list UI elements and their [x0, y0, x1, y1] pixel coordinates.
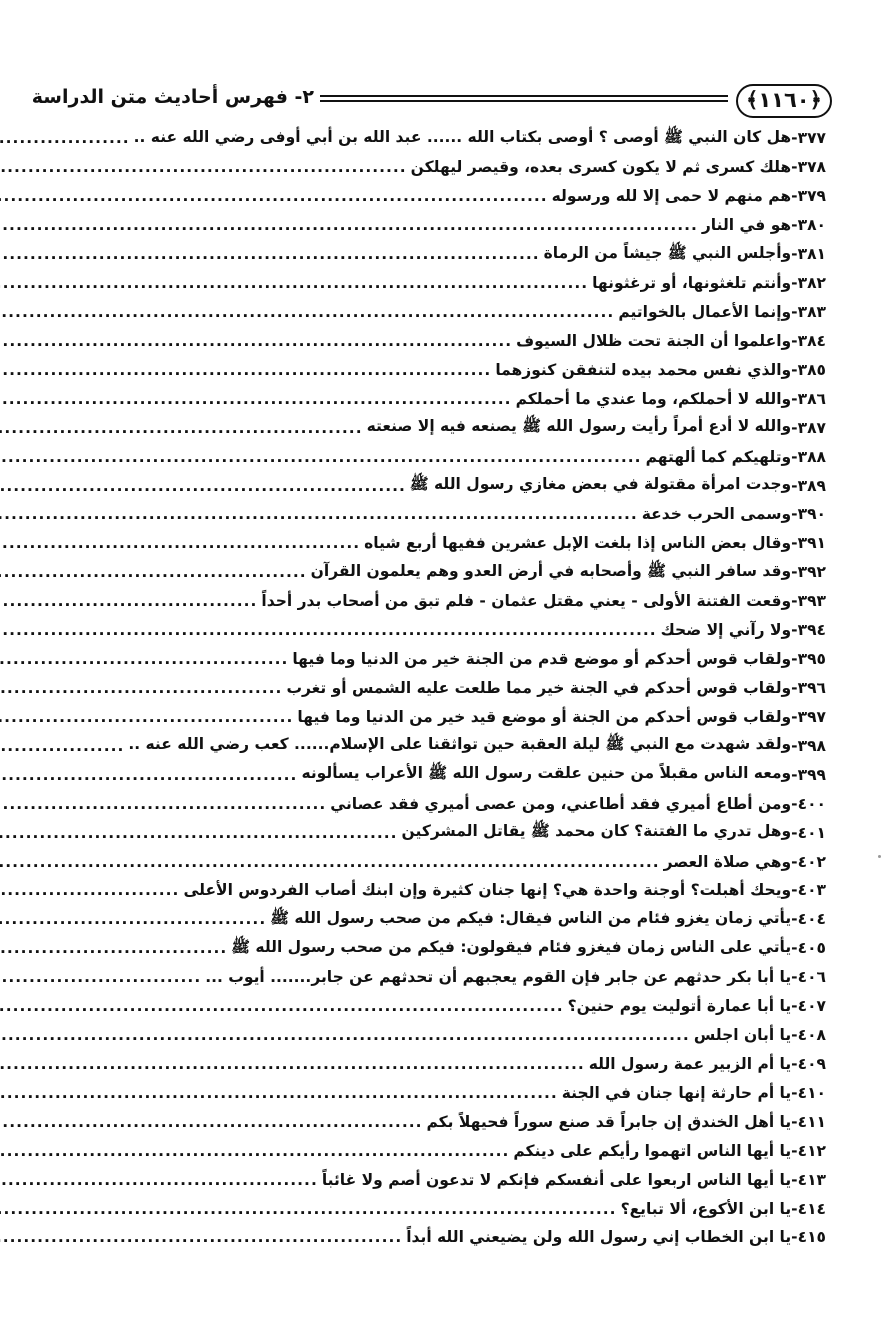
entry-number: ٣٩٩- — [791, 765, 826, 784]
index-entry — [76, 355, 826, 384]
entry-text: ولقد شهدت مع النبي ﷺ ليلة العقبة حين تواثقنا على الإسلام...... كعب رضي الله عنه .. — [128, 735, 792, 754]
dot-leader — [0, 939, 227, 957]
entry-text: وهل تدري ما الفتنة؟ كان محمد ﷺ يقاتل المشركين — [401, 822, 792, 841]
entry-text: والله لا أدع أمراً رأيت رسول الله ﷺ يصنعه فيه إلا صنعته — [366, 417, 792, 436]
entry-number: ٤٠٠- — [791, 794, 826, 813]
entry-number: ٣٨٧- — [791, 418, 826, 437]
entry-text: وأجلس النبي ﷺ جيشاً من الرماة — [543, 243, 792, 262]
index-entry — [76, 1165, 826, 1194]
index-entry — [76, 645, 826, 674]
dot-leader — [0, 563, 307, 581]
entry-text: يا أيها الناس اربعوا على أنفسكم فإنكم لا تدعون أصم ولا غائباً — [321, 1170, 792, 1189]
entry-text: وجدت امرأة مقتولة في بعض مغازي رسول الله ﷺ — [409, 475, 792, 494]
entry-text: والذي نفس محمد بيده لتنفقن كنوزهما — [495, 360, 792, 379]
entry-number: ٣٨٢- — [791, 274, 826, 293]
entry-text: وهي صلاة العصر — [663, 852, 792, 871]
entry-text: وأنتم تلغثونها، أو ترغثونها — [592, 274, 792, 293]
entry-number: ٤٠٣- — [791, 881, 826, 900]
entry-text: هم منهم لا حمى إلا لله ورسوله — [551, 187, 792, 206]
header-rule — [320, 95, 728, 102]
entry-number: ٤١٤- — [791, 1199, 826, 1218]
index-entry — [76, 442, 826, 471]
index-entry — [76, 298, 826, 327]
dot-leader — [0, 1084, 558, 1102]
entry-text: هل كان النبي ﷺ أوصى ؟ أوصى بكتاب الله ...... عبد الله بن أبي أوفى رضي الله عنه .. — [133, 127, 792, 146]
index-entry — [76, 674, 826, 703]
dot-leader — [0, 621, 657, 639]
entry-text: يا ابن الخطاب إني رسول الله ولن يضيعني الله أبداً — [406, 1228, 792, 1247]
entry-text: ولقاب قوس أحدكم أو موضع قدم من الجنة خير من الدنيا وما فيها — [292, 650, 792, 669]
dot-leader — [0, 766, 297, 784]
entry-number: ٤١٠- — [791, 1083, 826, 1102]
entry-number: ٣٨٨- — [791, 447, 826, 466]
dot-leader — [0, 274, 588, 292]
entry-number: ٣٩٨- — [791, 736, 826, 755]
index-entry — [76, 616, 826, 645]
entry-number: ٣٨٠- — [791, 216, 826, 235]
index-entry — [76, 1107, 826, 1136]
index-entry — [76, 818, 826, 847]
dot-leader — [0, 910, 266, 928]
entry-text: يا أم حارثة إنها جنان في الجنة — [561, 1083, 792, 1102]
margin-speck — [878, 855, 881, 858]
entry-text: وتلهيكم كما ألهتهم — [645, 447, 792, 466]
entry-text: ويحك أهبلت؟ أوجنة واحدة هي؟ إنها جنان كثيرة وإن ابنك أصاب الفردوس الأعلى — [183, 881, 792, 900]
entry-number: ٤٠٦- — [791, 968, 826, 987]
section-title: ٢- فهرس أحاديث متن الدراسة — [31, 86, 314, 108]
index-entry — [76, 1223, 826, 1252]
index-entry — [76, 384, 826, 413]
entry-number: ٣٨٥- — [791, 360, 826, 379]
dot-leader — [0, 505, 638, 523]
entry-number: ٣٧٨- — [791, 158, 826, 177]
entry-text: هو في النار — [701, 216, 792, 235]
dot-leader — [0, 679, 282, 697]
entry-text: يا أبا عمارة أتوليت يوم حنين؟ — [567, 997, 792, 1016]
entry-number: ٤١٥- — [791, 1228, 826, 1247]
dot-leader — [0, 853, 660, 871]
dot-leader — [0, 737, 124, 755]
entry-text: يأتي زمان يغزو فئام من الناس فيقال: فيكم من صحب رسول الله ﷺ — [270, 908, 792, 927]
entry-number: ٣٩٥- — [791, 650, 826, 669]
entry-text: يا أبا بكر حدثهم عن جابر فإن القوم يعجبهم أن تحدثهم عن جابر....... أيوب ... — [205, 968, 792, 987]
entry-text: يأتي على الناس زمان فيغزو فئام فيقولون: فيكم من صحب رسول الله ﷺ — [231, 937, 792, 956]
entry-text: وقد سافر النبي ﷺ وأصحابه في أرض العدو وهم يعلمون القرآن — [310, 561, 792, 580]
entry-number: ٤٠٨- — [791, 1026, 826, 1045]
entry-number: ٣٨٣- — [791, 302, 826, 321]
entry-number: ٤٠٧- — [791, 997, 826, 1016]
entry-text: وقعت الفتنة الأولى - يعني مقتل عثمان - فلم تبق من أصحاب بدر أحداً — [261, 592, 792, 611]
dot-leader — [0, 477, 406, 495]
index-entry — [76, 731, 826, 760]
entry-text: ولقاب قوس أحدكم من الجنة أو موضع قيد خير من الدنيا وما فيها — [297, 707, 792, 726]
entry-number: ٤٠٥- — [791, 939, 826, 958]
index-entry — [76, 905, 826, 934]
index-entry — [76, 1021, 826, 1050]
dot-leader — [0, 419, 363, 437]
entry-number: ٤١٢- — [791, 1141, 826, 1160]
dot-leader — [0, 187, 548, 205]
index-entry — [76, 558, 826, 587]
entry-text: والله لا أحملكم، وما عندي ما أحملكم — [515, 389, 792, 408]
entry-number: ٣٩٣- — [791, 592, 826, 611]
index-entry — [76, 124, 826, 153]
dot-leader — [0, 534, 360, 552]
entry-text: يا أبان اجلس — [693, 1026, 792, 1045]
entry-text: ولقاب قوس أحدكم في الجنة خير مما طلعت عليه الشمس أو تغرب — [286, 678, 792, 697]
entry-number: ٣٨٩- — [791, 476, 826, 495]
dot-leader — [0, 361, 491, 379]
entry-text: يا ابن الأكوع، ألا تبايع؟ — [620, 1199, 792, 1218]
index-entry — [76, 1194, 826, 1223]
index-entry — [76, 529, 826, 558]
entry-number: ٣٧٧- — [791, 129, 826, 148]
dot-leader — [0, 881, 179, 899]
dot-leader — [0, 1055, 585, 1073]
index-entry — [76, 153, 826, 182]
index-entry — [76, 211, 826, 240]
index-entry — [76, 182, 826, 211]
index-entry — [76, 1136, 826, 1165]
dot-leader — [0, 245, 540, 263]
entry-text: يا أهل الخندق إن جابراً قد صنع سوراً فحيهلاً بكم — [426, 1112, 792, 1131]
dot-leader — [0, 1142, 509, 1160]
index-entry — [76, 240, 826, 269]
entry-text: وسمى الحرب خدعة — [641, 505, 792, 524]
entry-text: وقال بعض الناس إذا بلغت الإبل عشرين ففيها أربع شياه — [364, 534, 792, 553]
entry-number: ٣٩٠- — [791, 505, 826, 524]
entry-number: ٣٩١- — [791, 534, 826, 553]
dot-leader — [0, 390, 512, 408]
dot-leader — [0, 824, 398, 842]
index-entry — [76, 326, 826, 355]
dot-leader — [0, 1200, 617, 1218]
index-entry — [76, 847, 826, 876]
entry-text: واعلموا أن الجنة تحت ظلال السيوف — [516, 331, 792, 350]
entry-number: ٤١٣- — [791, 1170, 826, 1189]
dot-leader — [0, 650, 288, 668]
entry-text: وإنما الأعمال بالخواتيم — [618, 302, 792, 321]
dot-leader — [0, 968, 201, 986]
index-entry — [76, 587, 826, 616]
entry-number: ٣٨٤- — [791, 331, 826, 350]
index-entry — [76, 413, 826, 442]
index-entry — [76, 992, 826, 1021]
entry-number: ٤٠١- — [791, 823, 826, 842]
dot-leader — [0, 997, 564, 1015]
index-entry — [76, 789, 826, 818]
dot-leader — [0, 129, 130, 147]
entry-text: ومعه الناس مقبلاً من حنين علقت رسول الله ﷺ الأعراب يسألونه — [301, 764, 792, 783]
dot-leader — [0, 448, 642, 466]
dot-leader — [0, 708, 293, 726]
entry-number: ٤٠٩- — [791, 1054, 826, 1073]
dot-leader — [0, 592, 257, 610]
entry-text: ومن أطاع أميري فقد أطاعني، ومن عصى أميري فقد عصاني — [330, 794, 792, 813]
dot-leader — [0, 332, 512, 350]
entry-text: ولا رآني إلا ضحك — [660, 621, 792, 640]
entry-number: ٣٨٦- — [791, 389, 826, 408]
index-entry — [76, 1078, 826, 1107]
entry-number: ٣٩٤- — [791, 621, 826, 640]
page-header — [31, 84, 832, 120]
dot-leader — [0, 158, 407, 176]
entry-text: يا أم الزبير عمة رسول الله — [588, 1054, 792, 1073]
hadith-index-list — [76, 124, 826, 1252]
dot-leader — [0, 1228, 402, 1246]
entry-text: يا أيها الناس اتهموا رأيكم على دينكم — [513, 1141, 792, 1160]
index-entry — [76, 876, 826, 905]
entry-number: ٤٠٤- — [791, 910, 826, 929]
index-entry — [76, 760, 826, 789]
entry-number: ٣٩٧- — [791, 707, 826, 726]
dot-leader — [0, 1113, 422, 1131]
entry-number: ٣٩٢- — [791, 563, 826, 582]
index-entry — [76, 702, 826, 731]
index-entry — [76, 934, 826, 963]
index-entry — [76, 1050, 826, 1079]
entry-text: هلك كسرى ثم لا يكون كسرى بعده، وقيصر ليهلكن — [410, 158, 792, 177]
dot-leader — [0, 1026, 690, 1044]
index-entry — [76, 471, 826, 500]
entry-number: ٤٠٢- — [791, 852, 826, 871]
entry-number: ٣٨١- — [791, 245, 826, 264]
dot-leader — [0, 1171, 318, 1189]
dot-leader — [0, 303, 614, 321]
entry-number: ٤١١- — [791, 1112, 826, 1131]
index-entry — [76, 500, 826, 529]
index-entry — [76, 963, 826, 992]
index-entry — [76, 269, 826, 298]
page-number: ﴿١١٦٠﴾ — [736, 84, 832, 118]
dot-leader — [0, 216, 698, 234]
entry-number: ٣٩٦- — [791, 678, 826, 697]
entry-number: ٣٧٩- — [791, 187, 826, 206]
dot-leader — [0, 795, 326, 813]
